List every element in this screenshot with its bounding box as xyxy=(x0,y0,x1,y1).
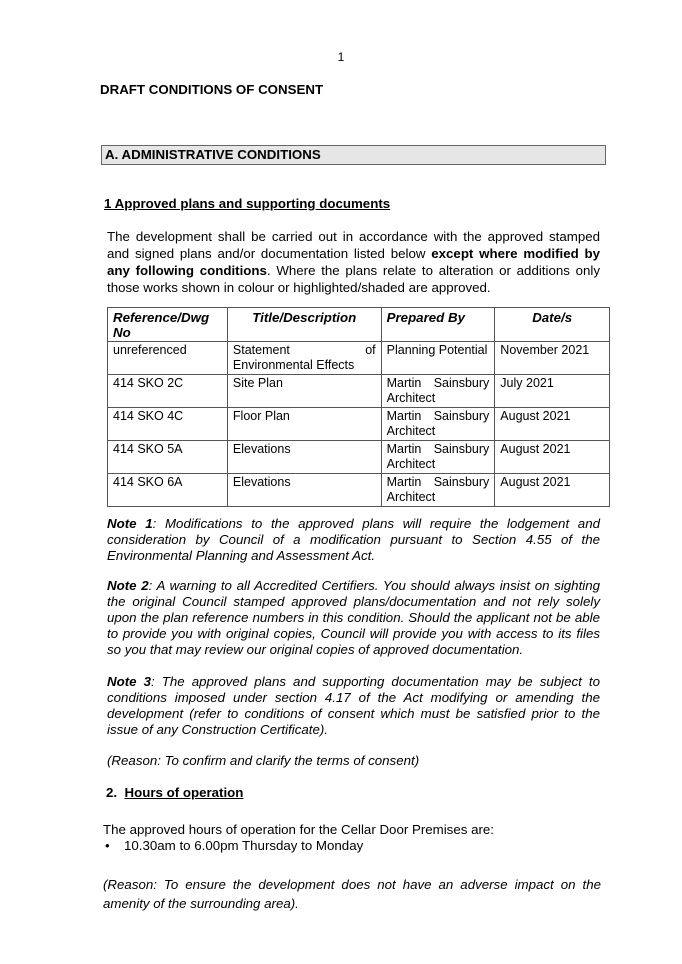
table-cell: Elevations xyxy=(227,474,381,507)
table-cell: Site Plan xyxy=(227,375,381,408)
column-header: Prepared By xyxy=(381,308,495,342)
table-cell: 414 SKO 2C xyxy=(108,375,228,408)
table-row xyxy=(108,441,610,474)
note-2 xyxy=(107,578,600,658)
note-3 xyxy=(107,674,600,738)
table-cell: November 2021 xyxy=(495,342,610,375)
note-3-label: Note 3 xyxy=(107,674,151,689)
intro-bold-text: except where modified by any following conditions xyxy=(107,246,601,278)
table-cell: August 2021 xyxy=(495,474,610,507)
section-a-header xyxy=(101,145,606,165)
condition-2-intro: The approved hours of operation for the Cellar Door Premises are: xyxy=(103,822,494,837)
page-number: 1 xyxy=(337,50,345,64)
hours-list-item: 10.30am to 6.00pm Thursday to Monday xyxy=(124,838,364,853)
table-cell: unreferenced xyxy=(108,342,228,375)
table-cell: 414 SKO 4C xyxy=(108,408,228,441)
column-header: Reference/Dwg No xyxy=(108,308,228,342)
column-header: Date/s xyxy=(495,308,610,342)
table-row xyxy=(108,474,610,507)
table-cell: August 2021 xyxy=(495,408,610,441)
condition-1-intro xyxy=(107,228,600,296)
note-2-label: Note 2 xyxy=(107,578,149,593)
intro-text-1: The development shall be carried out in accordance with the approved stamped and signed plans and/or documentation listed below xyxy=(107,229,600,261)
note-1 xyxy=(107,516,600,564)
condition-1-heading: 1 Approved plans and supporting documents xyxy=(104,196,391,211)
table-cell: Martin Sainsbury Architect xyxy=(381,474,495,507)
condition-1-reason: (Reason: To confirm and clarify the terms of consent) xyxy=(107,753,420,768)
table-cell: 414 SKO 5A xyxy=(108,441,228,474)
condition-2-title: Hours of operation xyxy=(124,785,244,800)
note-1-label: Note 1 xyxy=(107,516,153,531)
intro-text-2: . Where the plans relate to alteration or additions only those works shown in colour or highlighted/shaded are approved. xyxy=(107,263,600,295)
condition-2-number: 2. xyxy=(106,785,118,800)
table-header-row xyxy=(108,308,610,342)
table-cell: Planning Potential xyxy=(381,342,495,375)
document-title: DRAFT CONDITIONS OF CONSENT xyxy=(100,82,324,97)
table-cell: July 2021 xyxy=(495,375,610,408)
table-row xyxy=(108,375,610,408)
table-cell: Statement of Environmental Effects xyxy=(227,342,381,375)
section-a-label: A. ADMINISTRATIVE CONDITIONS xyxy=(105,147,321,162)
table-cell: 414 SKO 6A xyxy=(108,474,228,507)
note-3-text: : The approved plans and supporting documentation may be subject to conditions imposed under section 4.17 of the Act modifying or amending the development (refer to conditions of consent which must be satisfied prior to the issue of any Construction Certificate). xyxy=(107,674,600,737)
condition-2-heading xyxy=(106,785,243,800)
table-cell: Elevations xyxy=(227,441,381,474)
table-row xyxy=(108,408,610,441)
table-cell: Martin Sainsbury Architect xyxy=(381,408,495,441)
table-cell: Floor Plan xyxy=(227,408,381,441)
note-2-text: : A warning to all Accredited Certifiers. You should always insist on sighting the original Council stamped approved plans/documentation and not rely solely upon the plan reference numbers in this condition. Should the applicant not be able to provide you with original copies, Council will provide you with access to its files so you that may review our original copies of approved documentation. xyxy=(107,578,601,657)
table-cell: Martin Sainsbury Architect xyxy=(381,441,495,474)
table-cell: Martin Sainsbury Architect xyxy=(381,375,495,408)
table-cell: August 2021 xyxy=(495,441,610,474)
approved-plans-table xyxy=(107,307,610,507)
note-1-text: : Modifications to the approved plans will require the lodgement and consideration by Council of a modification pursuant to Section 4.55 of the Environmental Planning and Assessment Act. xyxy=(107,516,600,563)
bullet-icon: • xyxy=(105,838,110,853)
column-header: Title/Description xyxy=(227,308,381,342)
table-row xyxy=(108,342,610,375)
condition-2-reason: (Reason: To ensure the development does not have an adverse impact on the amenity of the surrounding area). xyxy=(103,877,601,911)
